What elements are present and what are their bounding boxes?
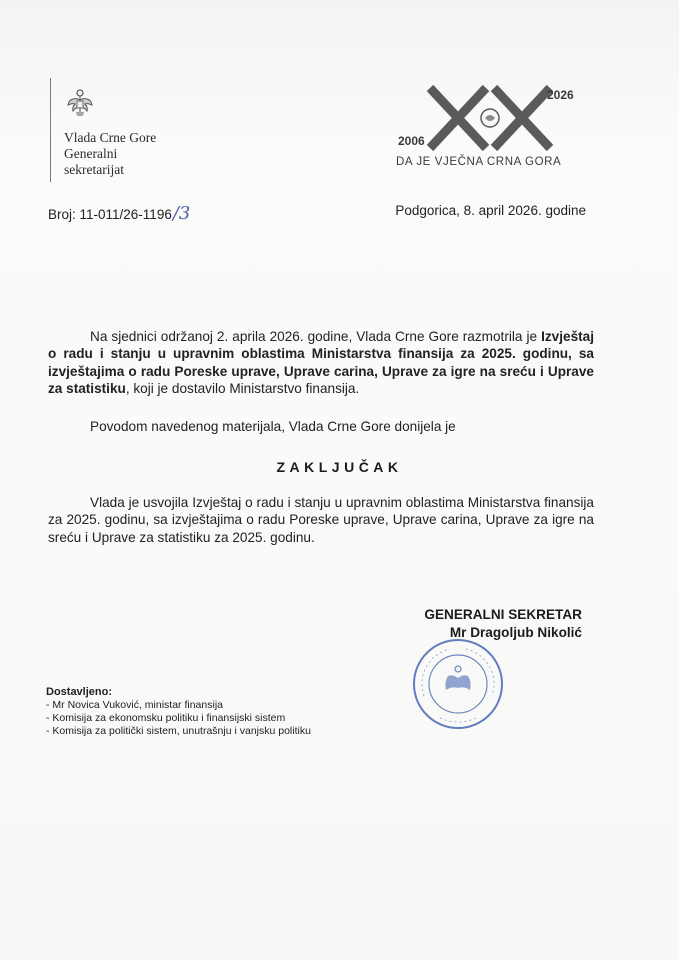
document-date: Podgorica, 8. april 2026. godine <box>395 203 586 218</box>
logo-slogan: DA JE VJEČNA CRNA GORA <box>396 156 562 168</box>
distribution-title: Dostavljeno: <box>46 686 113 698</box>
distribution-item: - Komisija za politički sistem, unutrašnju i vanjsku politiku <box>46 725 311 737</box>
logo-year-2006: 2006 <box>398 134 425 148</box>
paragraph-1-bold: Izvještaj o radu i stanju u upravnim oblastima Ministarstva finansija za 2025. godinu, sa izvještajima o radu Poreske uprave, Uprave carina, Uprave za igre na sreću i Uprave za statistiku <box>48 329 594 397</box>
signature-block <box>424 606 582 642</box>
gov-line-2: Generalni <box>64 146 118 161</box>
signature-title: GENERALNI SEKRETAR <box>424 607 582 622</box>
distribution-item: - Komisija za ekonomsku politiku i finansijski sistem <box>46 712 286 724</box>
signature-name: Mr Dragoljub Nikolić <box>449 625 582 640</box>
distribution-item: - Mr Novica Vuković, ministar finansija <box>46 699 223 711</box>
gov-line-3: sekretarijat <box>64 162 124 177</box>
anniversary-logo <box>390 82 590 172</box>
official-stamp-icon <box>410 636 506 732</box>
reference-number <box>48 203 190 224</box>
conclusion-heading: ZAKLJUČAK <box>276 459 403 475</box>
header-rule <box>50 78 51 182</box>
gov-line-1: Vlada Crne Gore <box>64 130 157 145</box>
paragraph-1-start: Na sjednici održanoj 2. aprila 2026. godine, Vlada Crne Gore razmotrila je <box>90 329 542 344</box>
reference-text: Broj: 11-011/26-1196 <box>48 207 172 222</box>
paragraph-3: Vlada je usvojila Izvještaj o radu i stanju u upravnim oblastima Ministarstva finansija za 2025. godinu, sa izvještajima o radu Poreske uprave, Uprave carina, Uprave za igre na sreću i Uprave za statistiku za 2025. godinu. <box>48 495 594 545</box>
paragraph-1 <box>48 328 594 398</box>
distribution-list <box>46 686 311 738</box>
coat-of-arms-icon <box>64 86 96 118</box>
reference-handwritten: /3 <box>172 203 191 224</box>
government-header <box>50 78 200 182</box>
paragraph-1-end: , koji je dostavilo Ministarstvo finansija. <box>125 381 360 397</box>
paragraph-2: Povodom navedenog materijala, Vlada Crne Gore donijela je <box>90 419 456 434</box>
government-name <box>64 130 156 178</box>
logo-year-2026: 2026 <box>547 88 574 102</box>
